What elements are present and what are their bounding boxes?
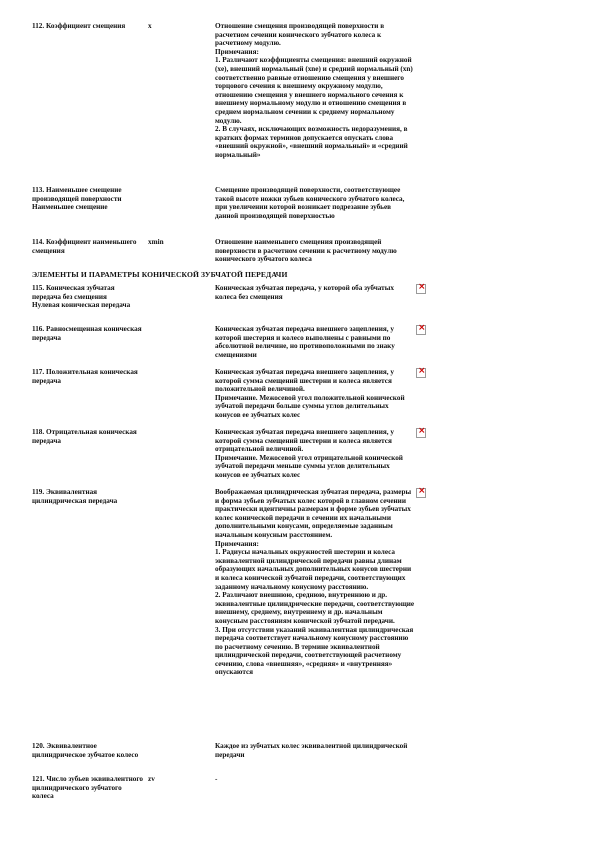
definition-121: - (215, 775, 218, 783)
broken-image-icon (416, 284, 426, 294)
definition-119: Воображаемая цилиндрическая зубчатая передача, размеры и форма зубьев зубчатых колес которой в главном сечении практически идентичны размерам и форме зубьев зубчатых колес конической передачи в сечении их начальными дополнительными конусами, определяемые заданным начальным конусным расстоянием. Примечания: 1. Радиусы начальных окружностей шестерни и колеса эквивалентной цилиндрической передачи равны длинам образующих начальных дополнительных конусов шестерни и колеса конической зубчатой передачи, соответствующих заданному начальному конусному расстоянию. 2. Различают внешнюю, среднюю, внутреннюю и др. эквивалентные цилиндрические передачи, соответствующие внешнему, среднему, внутреннему и др. начальным конусным расстояниям конической зубчатой передачи. 3. При отсутствии указаний эквивалентная цилиндрическая передача соответствует начальному конусному расстоянию по расчетному сечению. В термине эквивалентной цилиндрической передачи, соответствующей расчетному сечению, слова «внешняя», «средняя» и «внутренняя» опускаются (215, 488, 415, 677)
term-112: 112. Коэффициент смещения (32, 22, 126, 30)
term-117: 117. Положительная коническая передача (32, 368, 138, 385)
definition-114: Отношение наименьшего смещения производящей поверхности в расчетном сечении к расчетному модулю конического зубчатого колеса (215, 238, 397, 264)
definition-112: Отношение смещения производящей поверхности в расчетном сечении конического зубчатого колеса к расчетному модулю. Примечания: 1. Различают коэффициенты смещения: внешний окружной (xе), внешний нормальный (xnе) и средний нормальный (xn) соответственно равные отношению смещения у внешнего торцового сечения к внешнему окружному модулю, отношению смещения у внешнего нормального сечения к внешнему нормальному модулю и отношению смещения в среднем нормальном сечении к среднему нормальному модулю. 2. В случаях, исключающих возможность недоразумения, в кратких формах терминов допускается опускать слова «внешний окружной», «внешний нормальный» и «средний нормальный» (215, 22, 413, 159)
term-114: 114. Коэффициент наименьшего смещения (32, 238, 137, 255)
definition-118: Коническая зубчатая передача внешнего зацепления, у которой сумма смещений шестерни и колеса является отрицательной величиной. Примечание. Межосевой угол отрицательной конической зубчатой передачи меньше суммы углов делительных конусов ее зубчатых колес (215, 428, 403, 479)
symbol-121: zv (148, 775, 155, 783)
term-113: 113. Наименьшее смещение производящей поверхности Наименьшее смещение (32, 186, 122, 212)
definition-116: Коническая зубчатая передача внешнего зацепления, у которой шестерня и колесо выполнены с равными по абсолютной величине, но противоположными по знаку смещениями (215, 325, 395, 359)
broken-image-icon (416, 488, 426, 498)
term-115: 115. Коническая зубчатая передача без смещения Нулевая коническая передача (32, 284, 131, 310)
term-119: 119. Эквивалентная цилиндрическая передача (32, 488, 118, 505)
definition-117: Коническая зубчатая передача внешнего зацепления, у которой сумма смещений шестерни и колеса является положительной величиной. Примечание. Межосевой угол положительной конической зубчатой передачи больше суммы углов делительных конусов ее зубчатых колес (215, 368, 405, 419)
symbol-114: xmin (148, 238, 164, 246)
definition-115: Коническая зубчатая передача, у которой оба зубчатых колеса без смещения (215, 284, 394, 301)
term-118: 118. Отрицательная коническая передача (32, 428, 137, 445)
broken-image-icon (416, 368, 426, 378)
term-116: 116. Равносмещенная коническая передача (32, 325, 142, 342)
broken-image-icon (416, 325, 426, 335)
term-121: 121. Число зубьев эквивалентного цилиндрического зубчатого колеса (32, 775, 144, 801)
term-120: 120. Эквивалентное цилиндрическое зубчатое колесо (32, 742, 139, 759)
section-heading: ЭЛЕМЕНТЫ И ПАРАМЕТРЫ КОНИЧЕСКОЙ ЗУБЧАТОЙ ПЕРЕДАЧИ (32, 270, 288, 279)
broken-image-icon (416, 428, 426, 438)
definition-113: Смещение производящей поверхности, соответствующее такой высоте ножки зубьев конического зубчатого колеса, при увеличении которой возникает подрезание зубьев данной производящей поверхностью (215, 186, 405, 220)
symbol-112: x (148, 22, 152, 30)
definition-120: Каждое из зубчатых колес эквивалентной цилиндрической передачи (215, 742, 408, 759)
